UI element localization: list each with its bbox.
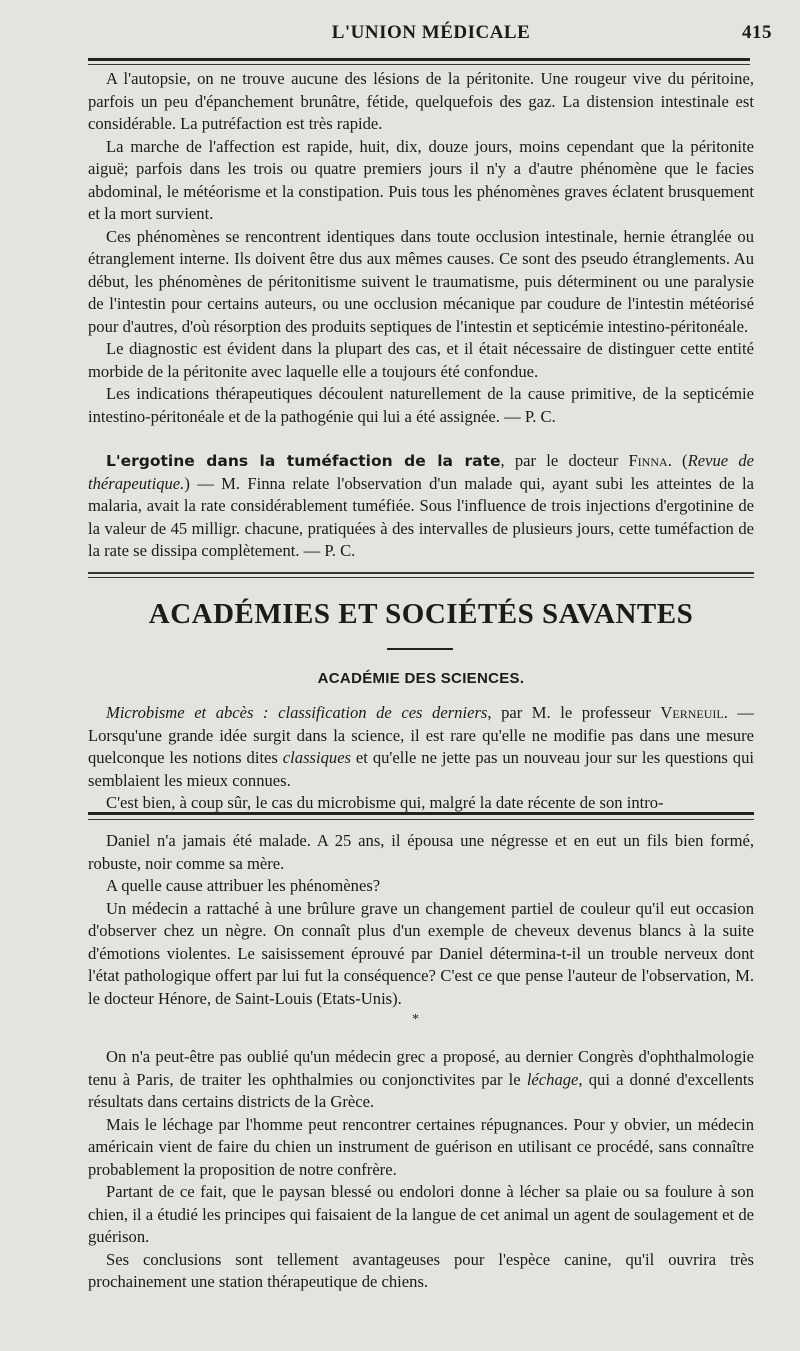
lechage-intro-b: , qui a donné d'excellents résultats dans certains districts de la Grèce. [88, 1069, 754, 1111]
paragraph-lechage-4: Ses conclusions sont tellement avantageuses pour l'espèce canine, qu'il ouvrira très prochainement une station thérapeutique de chiens. [88, 1249, 754, 1291]
ergotine-title: L'ergotine dans la tuméfaction de la rate [106, 452, 501, 470]
microbisme-author: Verneuil [660, 703, 724, 722]
ergotine-author: Finna [628, 451, 668, 470]
paragraph-course: La marche de l'affection est rapide, huit, dix, douze jours, moins cependant que la péritonite aiguë; parfois dans les trois ou quatre premiers jours il n'y a d'autre phénomène que le facies abdominal, le météorisme et la constipation. Puis tous les phénomènes graves éclatent brusquement et la mort survient. [88, 136, 754, 223]
paragraph-microbisme [88, 702, 754, 792]
microbisme-by: , par M. le professeur [487, 703, 661, 722]
ergotine-source: Revue de thérapeutique. [88, 451, 755, 493]
microbisme-text: . — Lorsqu'une grande idée surgit dans la science, il est rare qu'elle ne modifie pas dans une mesure quelconque les notions dites [88, 703, 755, 767]
microbisme-classiques: classiques [282, 748, 352, 767]
paragraph-indications: Les indications thérapeutiques découlent naturellement de la cause primitive, de la septicémie intestino-péritonéale et de la pathogénie qui lui a été assignée. — P. C. [88, 384, 754, 426]
paragraph-lechage-intro [88, 1046, 754, 1114]
paragraph-autopsy: A l'autopsie, on ne trouve aucune des lésions de la péritonite. Une rougeur vive du péritoine, parfois un peu d'épanchement brunâtre, fétide, quelquefois des gaz. La distension intestinale est considérable. La putréfaction est très rapide. [88, 69, 754, 133]
lechage-article [88, 1046, 754, 1294]
ergotine-text: ) — M. Finna relate l'observation d'un malade qui, ayant subi les atteintes de la malaria, avait la rate considérablement tuméfiée. Sous l'influence de trois injections d'ergotinine de la valeur de 45 milligr. chacune, pratiquées à des intervalles de plusieurs jours, cette tuméfaction de la rate se dissipa complètement. — P. C. [88, 473, 754, 560]
microbisme-title: Microbisme et abcès : classification de ces derniers [106, 703, 488, 722]
header-rule [88, 58, 750, 61]
section-subheading: ACADÉMIE DES SCIENCES. [317, 670, 525, 687]
paragraph-lechage-2: Mais le léchage par l'homme peut rencontrer certaines répugnances. Pour y obvier, un médecin américain vient de faire du chien un instrument de guérison en utilisant ce procédé, sans connaître probablement la proposition de notre confrère. [88, 1114, 754, 1179]
paragraph-diagnosis: Le diagnostic est évident dans la plupart des cas, et il était nécessaire de distinguer cette entité morbide de la péritonite avec laquelle elle a toujours été confondue. [88, 339, 754, 381]
paragraph-phenomena: Ces phénomènes se rencontrent identiques dans toute occlusion intestinale, hernie étranglée ou étranglement interne. Ils doivent être dus aux mêmes causes. Ce sont des pseudo étranglements. Au début, les phénomènes de péritonitisme suivent le traumatisme, puis déterminent ou une paralysie de l'intestin pour certains auteurs, ou une occlusion mécanique par coudure de l'intestin météorisé pour d'autres, d'où résorption des produits septiques de l'intestin et septicémie intestino-péritonéale. [88, 226, 754, 336]
paragraph-microbisme-2: C'est bien, à coup sûr, le cas du microbisme qui, malgré la date récente de son intro- [106, 793, 664, 812]
paragraph-daniel: Daniel n'a jamais été malade. A 25 ans, il épousa une négresse et en eut un fils bien formé, robuste, noir comme sa mère. [88, 831, 754, 873]
ergotine-source-open: . ( [667, 451, 688, 470]
microbisme-text-end: et qu'elle ne jette pas un nouveau jour sur les questions qui semblaient les mieux connues. [88, 748, 754, 790]
separator-asterisk: * [412, 1012, 419, 1027]
page-number: 415 [742, 22, 772, 43]
microbisme-article [88, 702, 754, 815]
ergotine-by: , par le docteur [500, 451, 629, 470]
daniel-article [88, 830, 754, 1010]
paragraph-lechage-3: Partant de ce fait, que le paysan blessé ou endolori donne à lécher sa plaie ou sa foulure à son chien, il a étudié les principes qui faisaient de la langue de cet animal un agent de soulagement et de guérison. [88, 1182, 754, 1246]
running-head [90, 22, 772, 50]
paragraph-ergotine [88, 450, 754, 563]
paragraph-question: A quelle cause attribuer les phénomènes? [106, 876, 381, 895]
lechage-intro-a: On n'a peut-être pas oublié qu'un médecin grec a proposé, au dernier Congrès d'ophthalmologie tenu à Paris, de traiter les ophthalmies ou conjonctivites par le [88, 1047, 754, 1089]
section-short-rule [387, 648, 453, 650]
paragraph-cause: Un médecin a rattaché à une brûlure grave un changement partiel de couleur qu'il eut occasion d'observer chez un nègre. On connaît plus d'un exemple de cheveux devenus blancs à la suite d'émotions violentes. Le saisissement éprouvé par Daniel détermina-t-il un trouble nerveux dont l'état pathologique offert par lui fut la conséquence? C'est ce que pense l'auteur de l'observation, M. le docteur Hénore, de Saint-Louis (Etats-Unis). [88, 898, 754, 1008]
section-heading: ACADÉMIES ET SOCIÉTÉS SAVANTES [148, 598, 694, 630]
journal-title: L'UNION MÉDICALE [331, 22, 531, 43]
ergotine-article [88, 450, 754, 563]
peritonitis-article [88, 68, 754, 428]
section-rule [88, 572, 754, 574]
feuilleton-rule [88, 812, 754, 815]
lechage-term: léchage [526, 1069, 579, 1089]
